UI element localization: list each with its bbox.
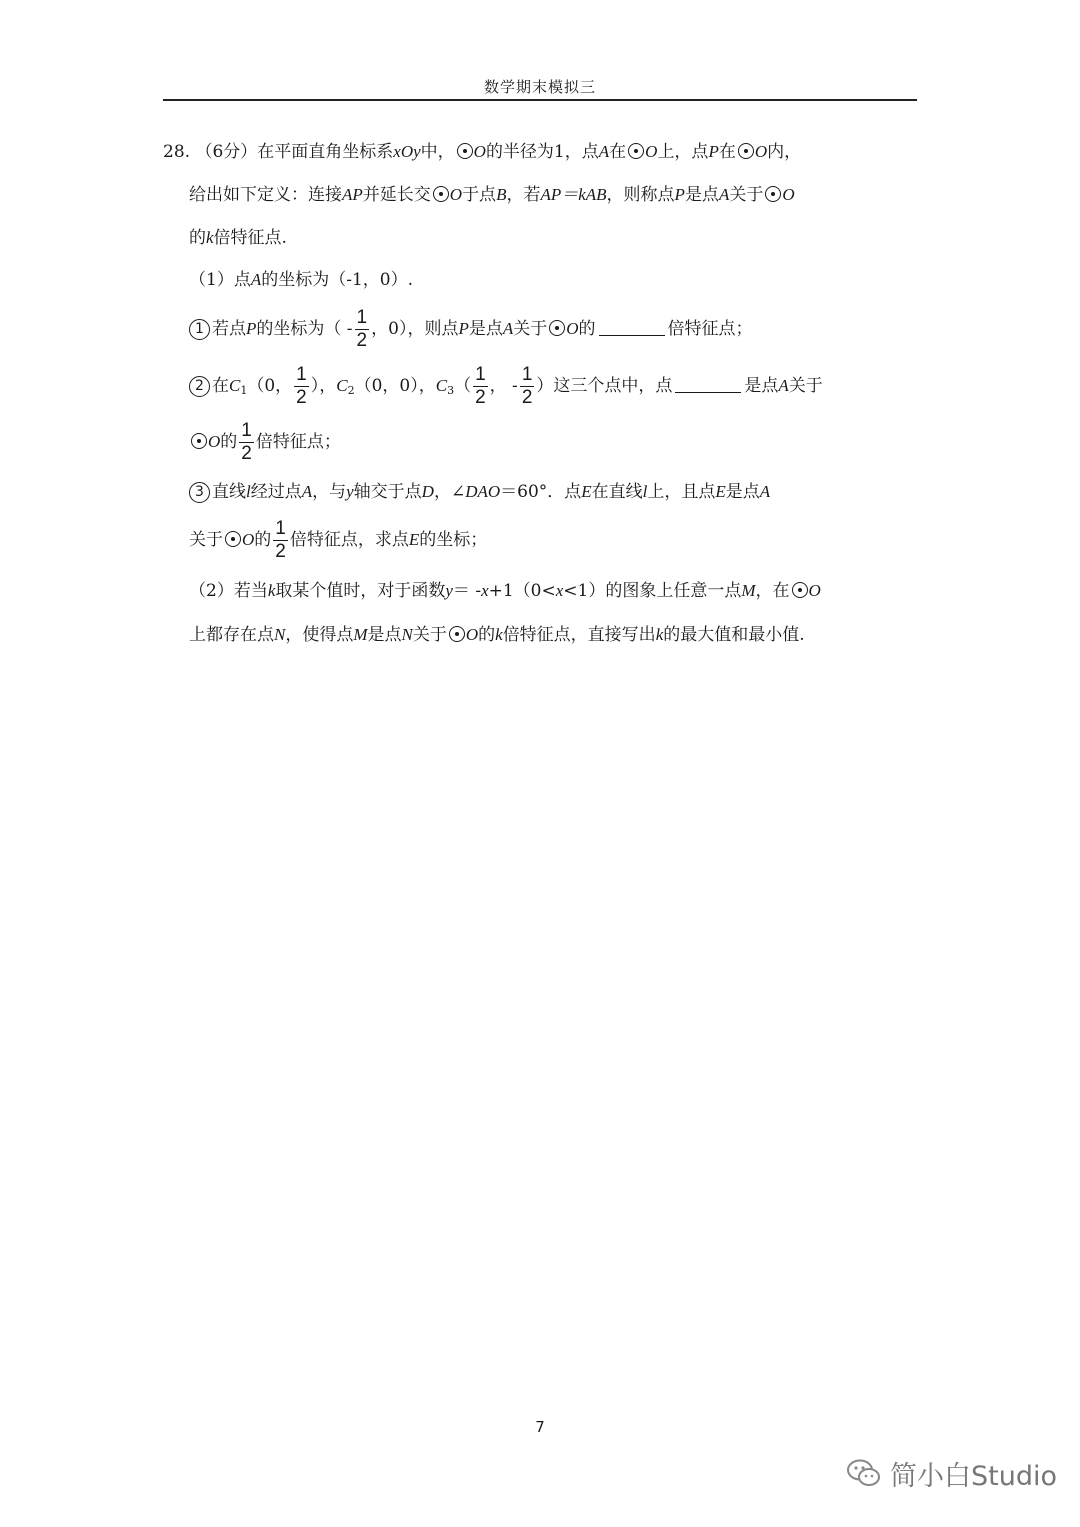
circle-label: O: [808, 581, 821, 600]
circled-number-3: 3: [189, 482, 210, 503]
text: 的最大值和最小值.: [663, 625, 805, 645]
point-c2: C: [336, 376, 348, 395]
part-2-line-1: [189, 579, 821, 603]
sub-question-2-cont: [189, 419, 341, 465]
line-label: l: [246, 482, 251, 501]
circle-label: O: [566, 319, 579, 338]
part-1-label: （1）点: [189, 270, 251, 290]
circle-label: O: [754, 142, 768, 161]
numerator: 1: [521, 364, 533, 385]
text: 在直线: [591, 482, 643, 502]
watermark-text: 简小白Studio: [890, 1460, 1057, 1492]
subscript: 3: [447, 384, 455, 397]
text: ，若: [506, 185, 541, 205]
text: 的坐标为（-1，0）.: [261, 270, 413, 290]
circle-label: O: [782, 185, 795, 204]
text: 经过点: [250, 482, 302, 502]
equation: AP＝kAB: [540, 185, 607, 204]
text: 倍特征点.: [213, 228, 287, 248]
variable-x: x: [481, 581, 489, 600]
variable-k: k: [206, 228, 214, 247]
circled-number-1: 1: [189, 319, 210, 340]
text: ＝ -: [452, 581, 482, 601]
question-line-3: [189, 226, 287, 250]
point-label: P: [708, 142, 719, 161]
point-label: P: [674, 185, 685, 204]
text: 的坐标；: [419, 530, 488, 550]
text: 于点: [462, 185, 497, 205]
circle-dot-symbol: [738, 143, 754, 159]
point-label: P: [246, 319, 257, 338]
answer-blank: [599, 317, 665, 336]
numerator: 1: [356, 307, 368, 328]
text: 在: [718, 142, 736, 162]
text: <1）的图象上任意一点: [563, 581, 742, 601]
text: ，则称点: [606, 185, 675, 205]
text: 直线: [212, 482, 246, 502]
text: 倍特征点；: [667, 319, 753, 339]
text: 在平面直角坐标系: [257, 142, 394, 162]
sub-question-3: [189, 480, 770, 504]
wechat-icon: [846, 1458, 882, 1488]
text: ，0），则点: [371, 319, 459, 339]
subscript: 1: [240, 384, 248, 397]
point-label: A: [301, 482, 313, 501]
variable-k: k: [655, 625, 664, 644]
part-2-line-2: [189, 623, 805, 647]
text: （0，0），: [354, 376, 436, 396]
watermark: [846, 1453, 1057, 1493]
text: 取某个值时，对于函数: [275, 581, 446, 601]
circle-dot-symbol: [792, 582, 808, 598]
text: ），: [310, 376, 337, 396]
page-header-title: 数学期末模拟三: [483, 78, 596, 96]
text: 倍特征点，直接写出: [502, 625, 656, 645]
text: （: [454, 376, 472, 396]
point-label: A: [778, 376, 789, 395]
point-label: E: [715, 482, 726, 501]
text: 的: [478, 625, 496, 645]
text: 中，: [420, 142, 455, 162]
variable-k: k: [495, 625, 503, 644]
text: 是点: [744, 376, 779, 396]
text: ，使得点: [285, 625, 354, 645]
text: 在: [609, 142, 627, 162]
text: 关于: [513, 319, 548, 339]
circle-dot-symbol: [433, 186, 449, 202]
point-label: N: [401, 625, 413, 644]
text: 关于: [412, 625, 447, 645]
circle-dot-symbol: [457, 143, 473, 159]
circle-label: O: [473, 142, 486, 161]
fraction: [473, 364, 488, 409]
text: 的半径为1，点: [485, 142, 599, 162]
question-line-1: [163, 140, 801, 164]
circle-label: O: [208, 432, 221, 451]
question-score: （6分）: [195, 142, 258, 162]
point-label: B: [496, 185, 507, 204]
circle-label: O: [242, 530, 255, 549]
text: 是点: [684, 185, 719, 205]
sub-question-2: [189, 363, 823, 414]
text: 上都存在点: [189, 625, 274, 645]
point-label: E: [408, 530, 420, 549]
text: 若点: [212, 319, 246, 339]
angle-label: ∠DAO: [450, 482, 501, 501]
text: 内，: [767, 142, 802, 162]
text: 是点: [468, 319, 503, 339]
text: ， -: [489, 376, 518, 396]
fraction: [520, 364, 535, 409]
numerator: 1: [275, 518, 286, 539]
circle-dot-symbol: [225, 531, 241, 547]
text: （0，: [247, 376, 293, 396]
fraction: [294, 364, 309, 409]
text: 在: [212, 376, 229, 396]
point-label: N: [274, 625, 286, 644]
sub-question-3-cont: [189, 517, 487, 563]
text: 的: [578, 319, 596, 339]
fraction: [355, 307, 370, 352]
part-2-label: （2）若当: [189, 581, 268, 601]
circle-label: O: [645, 142, 658, 161]
denominator: 2: [296, 387, 307, 408]
text: 关于: [189, 530, 223, 550]
point-label: M: [741, 581, 756, 600]
circled-number-2: 2: [189, 376, 210, 397]
axis-label: y: [346, 482, 354, 501]
point-label: A: [598, 142, 610, 161]
text: ，与: [312, 482, 347, 502]
text: 的: [220, 432, 238, 452]
text: 关于: [729, 185, 764, 205]
page-number: 7: [535, 1418, 545, 1436]
text: 给出如下定义：连接: [189, 185, 342, 205]
point-label: P: [458, 319, 469, 338]
text: 倍特征点，求点: [289, 530, 409, 550]
denominator: 2: [241, 443, 252, 464]
point-label: E: [581, 482, 592, 501]
text: 轴交于点: [353, 482, 422, 502]
circle-label: O: [465, 625, 479, 644]
point-label: A: [759, 482, 771, 501]
point-label: A: [250, 270, 262, 289]
text: 上，点: [657, 142, 709, 162]
variable-x: x: [555, 581, 564, 600]
numerator: 1: [296, 364, 307, 385]
denominator: 2: [356, 330, 368, 351]
text: 是点: [367, 625, 402, 645]
denominator: 2: [475, 387, 486, 408]
circle-label: O: [449, 185, 463, 204]
circle-dot-symbol: [191, 433, 207, 449]
text: ）这三个点中，点: [536, 376, 673, 396]
text: ＝60°．点: [500, 482, 582, 502]
circle-dot-symbol: [549, 320, 565, 336]
text: 关于: [788, 376, 823, 396]
circle-dot-symbol: [765, 186, 781, 202]
text: 的: [254, 530, 272, 550]
function-y: y: [445, 581, 453, 600]
subscript: 2: [347, 384, 355, 397]
text: +1（0<: [488, 581, 556, 601]
denominator: 2: [521, 387, 533, 408]
text: 倍特征点；: [255, 432, 341, 452]
denominator: 2: [275, 541, 286, 562]
header-divider: [163, 99, 917, 101]
text: ，: [433, 482, 451, 502]
line-label: l: [642, 482, 648, 501]
text: 是点: [725, 482, 760, 502]
text: 并延长交: [362, 185, 431, 205]
numerator: 1: [475, 364, 486, 385]
answer-blank: [675, 374, 741, 393]
text: 的坐标为（ -: [256, 319, 353, 339]
text: 上，且点: [647, 482, 716, 502]
coord-system: xOy: [393, 142, 421, 161]
question-line-2: [189, 183, 795, 207]
variable-k: k: [267, 581, 276, 600]
segment-label: AP: [342, 185, 363, 204]
text: 的: [189, 228, 206, 248]
numerator: 1: [241, 420, 252, 441]
point-label: A: [718, 185, 730, 204]
fraction: [273, 518, 288, 563]
question-number: 28.: [163, 142, 191, 162]
sub-question-1: [189, 306, 753, 352]
circle-dot-symbol: [449, 626, 465, 642]
point-label: A: [502, 319, 514, 338]
point-label: D: [421, 482, 434, 501]
point-label: M: [353, 625, 368, 644]
point-c3: C: [435, 376, 448, 395]
point-c1: C: [229, 376, 241, 395]
part-1-heading: [189, 268, 413, 292]
circle-dot-symbol: [628, 143, 644, 159]
text: ，在: [755, 581, 790, 601]
fraction: [239, 420, 254, 465]
